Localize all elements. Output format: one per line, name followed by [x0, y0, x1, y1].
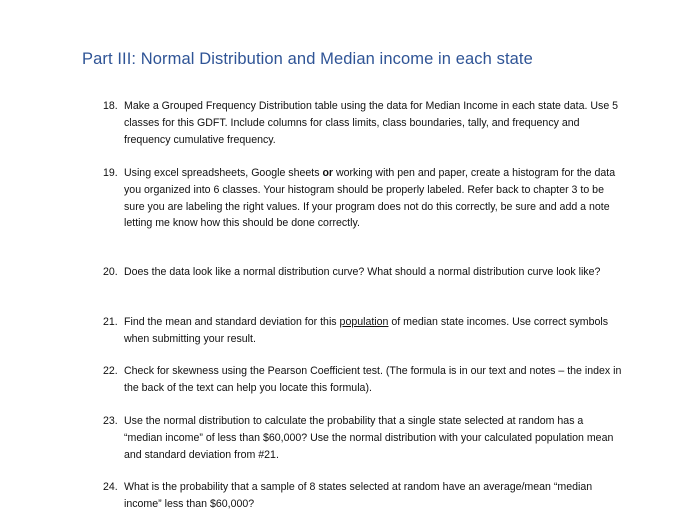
question-20 — [103, 264, 623, 281]
question-number: 19. — [103, 167, 118, 179]
question-text — [124, 314, 623, 348]
question-number: 21. — [103, 316, 118, 328]
question-number: 18. — [103, 100, 118, 112]
question-number: 22. — [103, 365, 118, 377]
question-text: Make a Grouped Frequency Distribution table using the data for Median Income in each state data. Use 5 classes for this GDFT. Include columns for class limits, class boundaries, tally, and frequency and frequency cumulative frequency. — [124, 100, 619, 146]
question-text: Check for skewness using the Pearson Coefficient test. (The formula is in our text and notes – the index in the back of the text can help you locate this formula). — [124, 365, 622, 394]
question-18 — [103, 98, 623, 148]
question-23 — [103, 413, 623, 463]
question-text-part: Find the mean and standard deviation for this — [124, 316, 340, 328]
question-text: What is the probability that a sample of 8 states selected at random have an average/mean “median income” less than $60,000? — [124, 481, 593, 510]
question-text — [124, 165, 623, 232]
question-text: Does the data look like a normal distribution curve? What should a normal distribution curve look like? — [124, 266, 601, 278]
question-number: 20. — [103, 266, 118, 278]
question-number: 24. — [103, 481, 118, 493]
question-22 — [103, 363, 623, 397]
question-text-part: Using excel spreadsheets, Google sheets — [124, 167, 323, 179]
question-24 — [103, 479, 623, 513]
question-text-part: working with pen and paper, create a histogram for the data you organized into 6 classes. Your histogram should be properly labeled. Refer back to chapter 3 to be sure you are labeling the right values. If your program does not do this correctly, be sure and add a note letting me know how this should be done correctly. — [124, 167, 616, 230]
question-text-part: of median state incomes. Use correct symbols when submitting your result. — [124, 316, 609, 345]
question-21 — [103, 314, 623, 348]
question-text-bold: or — [322, 167, 334, 179]
section-heading: Part III: Normal Distribution and Median income in each state — [82, 50, 533, 68]
question-text-underlined: population — [339, 316, 389, 328]
question-19 — [103, 165, 623, 232]
question-number: 23. — [103, 415, 118, 427]
question-text: Use the normal distribution to calculate the probability that a single state selected at random has a “median income” of less than $60,000? Use the normal distribution with your calculated population mean and standard deviation from #21. — [124, 415, 614, 461]
